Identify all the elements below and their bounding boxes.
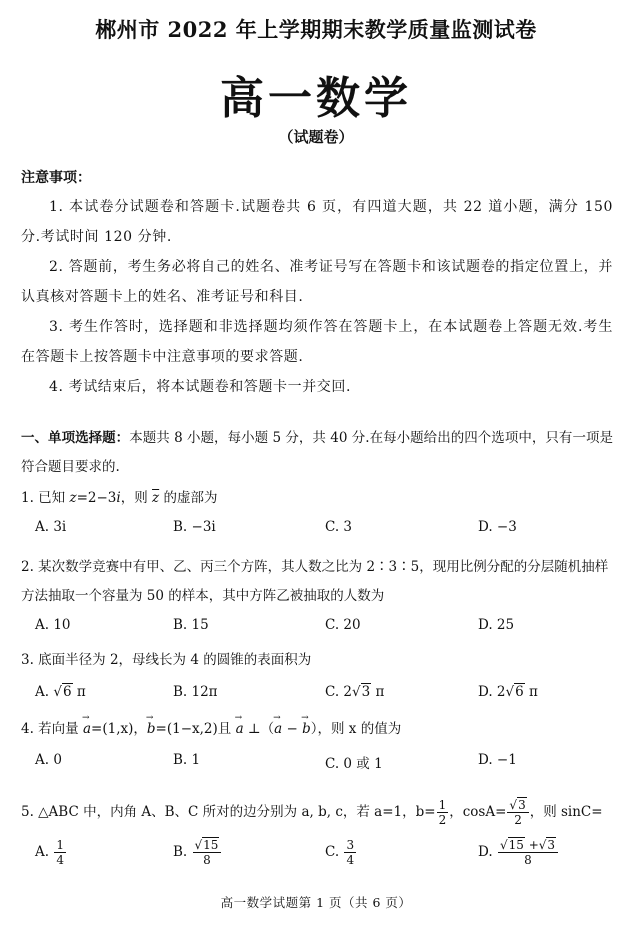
q5-cos-fraction bbox=[507, 798, 528, 827]
q1-options bbox=[35, 519, 615, 543]
question-4 bbox=[21, 715, 613, 744]
q5-d-radicand-1: 15 bbox=[508, 838, 524, 852]
subject-title: 高一数学 bbox=[220, 73, 412, 124]
q5-cos-sqrt-sign: √ bbox=[509, 798, 518, 812]
question-2: 2. 某次数学竞赛中有甲、乙、丙三个方阵，其人数之比为 2∶3∶5，现用比例分配的分层随机抽样方法抽取一个容量为 50 的样本，其中方阵乙被抽取的人数为 bbox=[21, 559, 609, 604]
q5-d-label: D. bbox=[478, 844, 493, 860]
q3-d-pre: D. 2√ bbox=[478, 684, 515, 700]
q4-options bbox=[35, 752, 615, 776]
section-heading bbox=[21, 424, 613, 482]
q3-a-post: π bbox=[72, 684, 86, 700]
question-3: 3. 底面半径为 2，母线长为 4 的圆锥的表面积为 bbox=[21, 652, 312, 668]
q5-d-denominator: 8 bbox=[524, 853, 532, 867]
q3-option-b: B. 12π bbox=[173, 684, 218, 700]
q5-b-denominator: 2 bbox=[438, 813, 447, 827]
q5-cos-radicand: 3 bbox=[518, 798, 526, 812]
q5-c-fraction bbox=[344, 838, 356, 867]
q2-option-c: C. 20 bbox=[325, 617, 361, 633]
q4-option-c: C. 0 或 1 bbox=[325, 756, 383, 772]
q5-p2: ，cosA= bbox=[449, 804, 507, 820]
q5-option-a bbox=[35, 838, 67, 867]
q3-d-radicand: 6 bbox=[515, 684, 524, 700]
q4-p1: 4. 若向量 bbox=[21, 721, 83, 737]
q1-option-c: C. 3 bbox=[325, 519, 353, 535]
question-1 bbox=[21, 484, 613, 513]
section-description: 本题共 8 小题，每小题 5 分，共 40 分.在每小题给出的四个选项中，只有一项是符合题目要求的. bbox=[21, 430, 613, 475]
q4-p6: ），则 x 的值为 bbox=[310, 721, 402, 737]
q1-zbar: $\overline{z}$ bbox=[152, 490, 160, 506]
q1-suffix: 的虚部为 bbox=[159, 490, 218, 506]
q4-option-d: D. −1 bbox=[478, 752, 517, 768]
q2-option-b: B. 15 bbox=[173, 617, 209, 633]
q4-vector-a-3: → a bbox=[274, 715, 282, 744]
q5-p3: ，则 sinC= bbox=[529, 804, 603, 820]
q4-p5: − bbox=[282, 721, 303, 737]
q5-b-label: B. bbox=[173, 844, 188, 860]
q5-b-fraction bbox=[437, 798, 449, 827]
q1-option-d: D. −3 bbox=[478, 519, 517, 535]
page-footer: 高一数学试题第 1 页（共 6 页） bbox=[220, 895, 412, 910]
q5-a-numerator: 1 bbox=[56, 838, 64, 852]
q2-options bbox=[35, 617, 615, 641]
q3-option-d bbox=[478, 684, 538, 700]
q5-b-radicand: 15 bbox=[203, 838, 219, 852]
q5-d-fraction bbox=[498, 838, 558, 867]
q5-b-numerator: 1 bbox=[438, 798, 447, 812]
q5-option-b bbox=[173, 838, 222, 867]
q4-p2: =(1,x)， bbox=[91, 721, 147, 737]
notice-item-3: 3. 考生作答时，选择题和非选择题均须作答在答题卡上，在本试题卷上答题无效.考生在答题卡上按答题卡中注意事项的要求答题. bbox=[21, 319, 613, 365]
q4-vector-b-2: → b bbox=[302, 715, 311, 744]
notice-item-4: 4. 考试结束后，将本试题卷和答题卡一并交回. bbox=[49, 379, 352, 395]
q5-c-denominator: 4 bbox=[346, 853, 355, 867]
q5-a-fraction bbox=[54, 838, 66, 867]
q1-z: z bbox=[69, 490, 77, 506]
q1-i: i bbox=[116, 490, 121, 506]
q5-c-label: C. bbox=[325, 844, 340, 860]
q2-option-a: A. 10 bbox=[35, 617, 71, 633]
q5-a-denominator: 4 bbox=[56, 853, 64, 867]
q4-vector-b: → b bbox=[147, 715, 156, 744]
q5-option-c bbox=[325, 838, 357, 867]
q5-p1: 5. △ABC 中，内角 A、B、C 所对的边分别为 a, b, c，若 a=1，b= bbox=[21, 804, 436, 820]
q1-prefix: 1. 已知 bbox=[21, 490, 70, 506]
q1-option-a: A. 3i bbox=[35, 519, 67, 535]
paper-kind: （试题卷） bbox=[278, 128, 354, 146]
notice-item-2: 2. 答题前，考生务必将自己的姓名、准考证号写在答题卡和该试题卷的指定位置上，并认真核对答题卡上的姓名、准考证号和科目. bbox=[21, 259, 613, 305]
q5-b-option-denominator: 8 bbox=[203, 853, 211, 867]
q5-b-option-fraction bbox=[193, 838, 222, 867]
question-5 bbox=[21, 798, 613, 827]
q4-vector-a-2: → a bbox=[236, 715, 244, 744]
q3-a-radicand: 6 bbox=[62, 684, 72, 700]
q3-c-radicand: 3 bbox=[361, 684, 371, 700]
notice-item-1: 1. 本试卷分试题卷和答题卡.试题卷共 6 页，有四道大题，共 22 道小题，满分 150 分.考试时间 120 分钟. bbox=[21, 199, 613, 245]
q5-b-option-numerator bbox=[193, 838, 222, 853]
q5-d-plus-sqrt: +√ bbox=[524, 838, 547, 852]
q3-c-post: π bbox=[371, 684, 385, 700]
q4-p3: =(1−x,2)且 bbox=[155, 721, 236, 737]
section-title: 一、单项选择题： bbox=[21, 430, 130, 446]
q1-expr: =2−3 bbox=[76, 490, 117, 506]
q4-p4: ⊥（ bbox=[243, 721, 275, 737]
q3-d-post: π bbox=[524, 684, 538, 700]
q5-d-numerator bbox=[498, 838, 558, 853]
q3-option-c bbox=[325, 684, 384, 700]
q4-vector-a: → a bbox=[83, 715, 91, 744]
q5-a-label: A. bbox=[35, 844, 50, 860]
exam-title: 郴州市 2022 年上学期期末教学质量监测试卷 bbox=[95, 17, 537, 42]
q5-d-radicand-2: 3 bbox=[547, 838, 556, 852]
q2-option-d: D. 25 bbox=[478, 617, 515, 633]
q3-a-pre: A. √ bbox=[35, 684, 62, 700]
q3-option-a bbox=[35, 684, 86, 700]
q1-mid: ，则 bbox=[120, 490, 153, 506]
q5-cos-numerator bbox=[507, 798, 528, 813]
q4-option-a: A. 0 bbox=[35, 752, 62, 768]
notice-heading: 注意事项： bbox=[21, 170, 91, 186]
q3-c-pre: C. 2√ bbox=[325, 684, 361, 700]
q1-option-b: B. −3i bbox=[173, 519, 216, 535]
q5-option-d bbox=[478, 838, 559, 867]
q5-d-sqrt-sign-1: √ bbox=[499, 838, 508, 852]
q5-c-numerator: 3 bbox=[346, 838, 355, 852]
q3-options bbox=[35, 684, 615, 708]
q5-b-sqrt-sign: √ bbox=[194, 838, 203, 852]
q4-option-b: B. 1 bbox=[173, 752, 201, 768]
q5-options bbox=[35, 838, 615, 878]
q5-cos-denominator: 2 bbox=[514, 813, 522, 827]
